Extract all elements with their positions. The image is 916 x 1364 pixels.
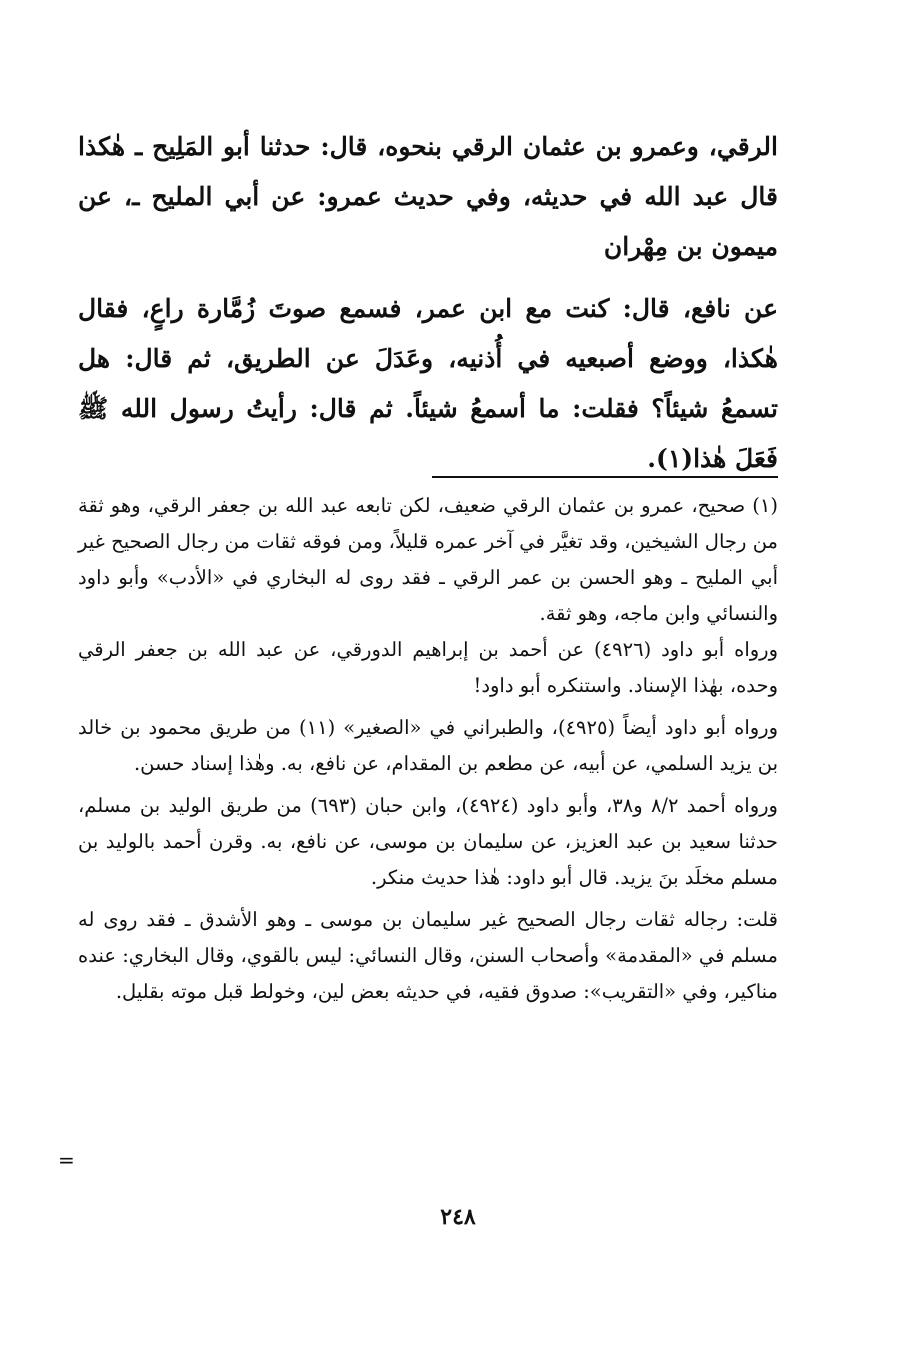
continuation-mark: = — [58, 1148, 75, 1172]
footnote-paragraph: ورواه أبو داود (٤٩٢٦) عن أحمد بن إبراهيم الدورقي، عن عبد الله بن جعفر الرقي وحده، بهٰذا الإسناد. واستنكره أبو داود! — [78, 638, 778, 697]
main-paragraph-isnad: الرقي، وعمرو بن عثمان الرقي بنحوه، قال: حدثنا أبو المَلِيح ـ هٰكذا قال عبد الله في حديثه، وفي حديث عمرو: عن أبي المليح ـ، عن ميمون بن مِهْران — [78, 132, 778, 261]
footnote-paragraph: ورواه أحمد ٨/٢ و٣٨، وأبو داود (٤٩٢٤)، وابن حبان (٦٩٣) من طريق الوليد بن مسلم، حدثنا سعيد بن عبد العزيز، عن سليمان بن موسى، عن نافع، به. وقرن أحمد بالوليد بن مسلم مخلَد بنَ يزيد. قال أبو داود: هٰذا حديث منكر. — [78, 794, 778, 889]
footnote-paragraph: ورواه أبو داود أيضاً (٤٩٢٥)، والطبراني في «الصغير» (١١) من طريق محمود بن خالد بن يزيد السلمي، عن أبيه، عن مطعم بن المقدام، عن نافع، به. وهٰذا إسناد حسن. — [78, 716, 778, 775]
main-hadith-text — [78, 122, 778, 484]
footnote-paragraph: قلت: رجاله ثقات رجال الصحيح غير سليمان بن موسى ـ وهو الأشدق ـ فقد روى له مسلم في «المقدمة» وأصحاب السنن، وقال النسائي: ليس بالقوي، وقال البخاري: عنده مناكير، وفي «التقريب»: صدوق فقيه، في حديثه بعض لين، وخولط قبل موته بقليل. — [78, 908, 778, 1003]
page-number: ٢٤٨ — [440, 1204, 476, 1230]
footnote-grading: (١) صحيح، عمرو بن عثمان الرقي ضعيف، لكن تابعه عبد الله بن جعفر الرقي، وهو ثقة من رجال الشيخين، وقد تغيَّر في آخر عمره قليلاً، ومن فوقه ثقات من رجال الصحيح غير أبي المليح ـ وهو الحسن بن عمر الرقي ـ فقد روى له البخاري في «الأدب» وأبو داود والنسائي وابن ماجه، وهو ثقة. — [78, 494, 778, 625]
footnotes — [78, 488, 778, 1016]
footnote-separator — [432, 476, 778, 478]
main-paragraph-matn: عن نافع، قال: كنت مع ابن عمر، فسمع صوتَ زُمَّارة راعٍ، فقال هٰكذا، ووضع أصبعيه في أُذنيه، وعَدَلَ عن الطريق، ثم قال: هل تسمعُ شيئاً؟ فقلت: ما أسمعُ شيئاً. ثم قال: رأيتُ رسول الله ﷺ فَعَلَ هٰذا(١). — [78, 294, 778, 473]
